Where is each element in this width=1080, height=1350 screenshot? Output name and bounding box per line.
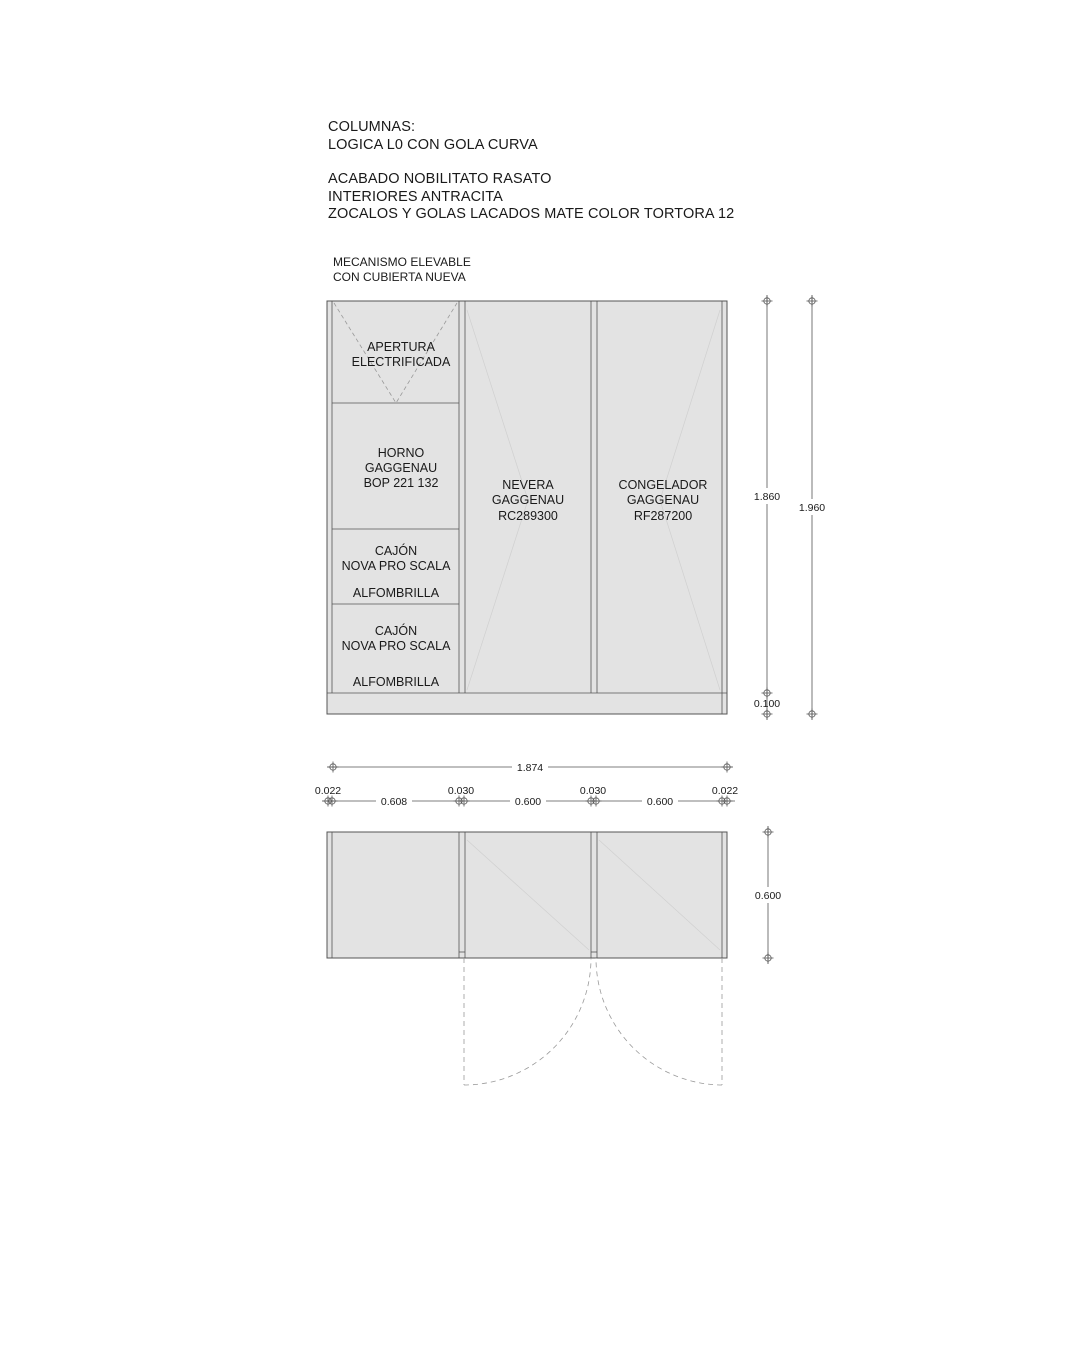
note-line-2: CON CUBIERTA NUEVA (333, 270, 466, 284)
dim-col3: 0.600 (646, 796, 674, 808)
label-alfombrilla-2: ALFOMBRILLA (352, 675, 440, 689)
dim-gap2: 0.030 (579, 785, 607, 797)
label-nevera-3: RC289300 (498, 509, 558, 523)
label-horno-1: HORNO (377, 446, 425, 460)
label-cajon1-1: CAJÓN (374, 544, 418, 558)
dim-side-right: 0.022 (711, 785, 739, 797)
header-line-logica: LOGICA L0 CON GOLA CURVA (328, 136, 538, 153)
dim-col2: 0.600 (514, 796, 542, 808)
dim-height-body: 1.860 (753, 491, 781, 503)
label-horno-3: BOP 221 132 (363, 476, 439, 490)
label-apertura-2: ELECTRIFICADA (351, 355, 451, 369)
door-swing-arcs (464, 958, 722, 1085)
dim-total-width: 1.874 (516, 762, 544, 774)
label-cajon2-1: CAJÓN (374, 624, 418, 638)
header-line-acabado: ACABADO NOBILITATO RASATO (328, 171, 552, 187)
header-line-interiores: INTERIORES ANTRACITA (328, 188, 503, 205)
label-congelador-3: RF287200 (633, 509, 693, 523)
plan-view (327, 832, 727, 958)
label-congelador-1: CONGELADOR (618, 478, 708, 492)
label-congelador-2: GAGGENAU (626, 493, 700, 507)
header-line-columnas: COLUMNAS: (328, 119, 416, 135)
label-cajon1-2: NOVA PRO SCALA (341, 559, 451, 573)
header-line-zocalos: ZOCALOS Y GOLAS LACADOS MATE COLOR TORTORA 12 (328, 206, 735, 222)
label-nevera-1: NEVERA (502, 478, 554, 492)
note-line-1: MECANISMO ELEVABLE (333, 255, 471, 269)
dim-depth: 0.600 (754, 890, 782, 902)
label-nevera-2: GAGGENAU (491, 493, 565, 507)
label-horno-2: GAGGENAU (364, 461, 438, 475)
label-apertura-1: APERTURA (367, 340, 435, 354)
label-cajon2-2: NOVA PRO SCALA (341, 639, 451, 653)
dim-gap1: 0.030 (447, 785, 475, 797)
dim-side-left: 0.022 (314, 785, 342, 797)
dim-plinth: 0.100 (753, 698, 781, 710)
dim-col1: 0.608 (380, 796, 408, 808)
dim-height-total: 1.960 (798, 502, 826, 514)
label-alfombrilla-1: ALFOMBRILLA (352, 586, 440, 600)
